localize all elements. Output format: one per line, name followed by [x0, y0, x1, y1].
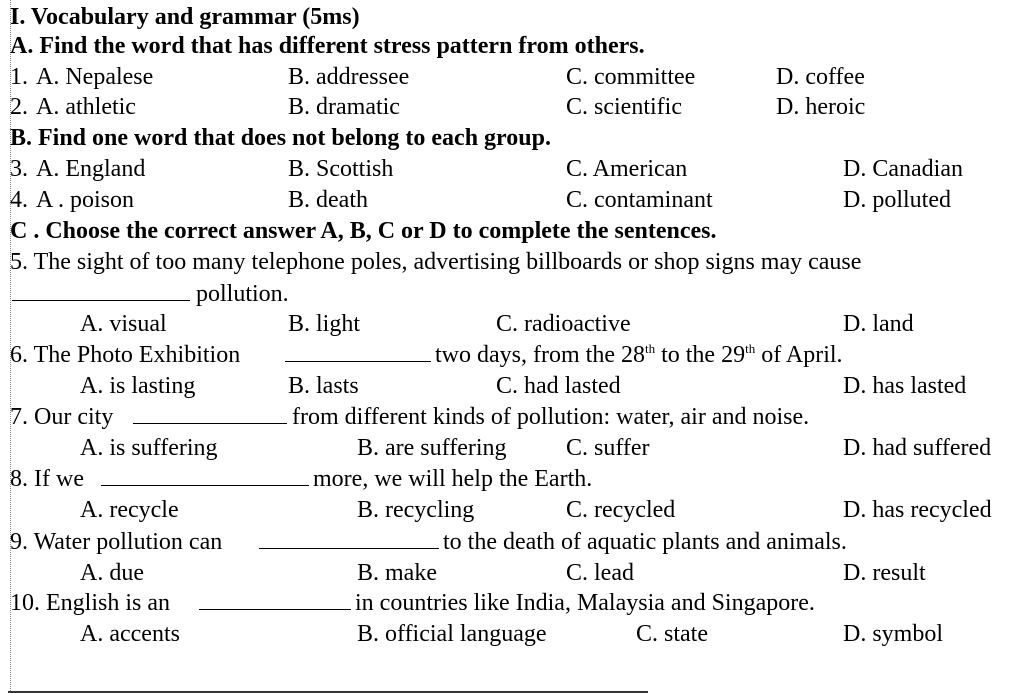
option-a: A. visual — [80, 311, 167, 337]
part-b-heading-row — [0, 123, 1024, 153]
question-5-text: 5. The sight of too many telephone poles, advertising billboards or shop signs may cause — [10, 249, 862, 275]
section-title: I. Vocabulary and grammar (5ms) — [10, 4, 360, 30]
question-10-stem: 10. English is an — [10, 590, 170, 616]
option-c: C. lead — [566, 560, 634, 586]
part-b-heading: B. Find one word that does not belong to each group. — [10, 125, 551, 151]
option-c: C. radioactive — [496, 311, 631, 337]
question-number: 4. — [10, 187, 28, 213]
answer-blank[interactable] — [285, 340, 431, 362]
option-c: C. had lasted — [496, 373, 621, 399]
question-4 — [0, 185, 1024, 215]
question-6-text-3: of April. — [755, 342, 843, 368]
option-c: C. scientific — [566, 94, 682, 120]
option-d: D. had suffered — [843, 435, 992, 461]
question-5-line-1 — [0, 247, 1024, 277]
part-a-heading: A. Find the word that has different stress pattern from others. — [10, 33, 645, 59]
question-7-stem: 7. Our city — [10, 404, 114, 430]
question-9-rest: to the death of aquatic plants and animals. — [443, 529, 847, 555]
option-b: B. official language — [357, 621, 547, 647]
option-b: B. lasts — [288, 373, 359, 399]
option-c: C. committee — [566, 64, 696, 90]
option-d: D. symbol — [843, 621, 944, 647]
option-b: B. are suffering — [357, 435, 507, 461]
question-2 — [0, 92, 1024, 122]
question-7-rest: from different kinds of pollution: water, air and noise. — [292, 404, 810, 430]
question-10-options — [0, 619, 1024, 649]
question-3 — [0, 154, 1024, 184]
question-5-text-end: pollution. — [196, 281, 289, 307]
option-b: B. recycling — [357, 497, 475, 523]
question-8-stem: 8. If we — [10, 466, 84, 492]
part-c-heading-row — [0, 216, 1024, 246]
question-10-rest: in countries like India, Malaysia and Singapore. — [355, 590, 815, 616]
option-d: D. polluted — [843, 187, 951, 213]
ordinal-suffix: th — [644, 341, 656, 356]
option-c: C. suffer — [566, 435, 650, 461]
option-b: B. make — [357, 560, 437, 586]
option-a: A. recycle — [80, 497, 179, 523]
question-5-line-2 — [0, 279, 1024, 309]
question-9-options — [0, 558, 1024, 588]
question-7 — [0, 402, 1024, 432]
option-d: D. has recycled — [843, 497, 992, 523]
option-b: B. dramatic — [288, 94, 400, 120]
option-d: D. result — [843, 560, 926, 586]
option-a: A . poison — [36, 187, 135, 213]
answer-blank[interactable] — [259, 527, 439, 549]
option-a: A. Nepalese — [36, 64, 154, 90]
option-d: D. has lasted — [843, 373, 967, 399]
option-b: B. death — [288, 187, 368, 213]
option-c: C. contaminant — [566, 187, 713, 213]
option-d: D. land — [843, 311, 914, 337]
question-10 — [0, 588, 1024, 618]
question-9 — [0, 527, 1024, 557]
option-d: D. coffee — [776, 64, 865, 90]
question-6-options — [0, 371, 1024, 401]
question-6-text-1: two days, from the 28 — [435, 342, 645, 368]
section-title-row — [0, 2, 1024, 32]
question-number: 1. — [10, 64, 28, 90]
question-8-options — [0, 495, 1024, 525]
answer-blank[interactable] — [133, 402, 287, 424]
option-a: A. due — [80, 560, 144, 586]
answer-blank[interactable] — [101, 464, 309, 486]
option-a: A. is lasting — [80, 373, 196, 399]
option-c: C. American — [566, 156, 688, 182]
question-number: 3. — [10, 156, 28, 182]
question-7-options — [0, 433, 1024, 463]
answer-blank[interactable] — [12, 279, 190, 301]
option-b: B. addressee — [288, 64, 410, 90]
ordinal-suffix: th — [745, 341, 756, 356]
question-5-options — [0, 309, 1024, 339]
part-c-heading: C . Choose the correct answer A, B, C or D to complete the sentences. — [10, 218, 717, 244]
option-a: A. athletic — [36, 94, 136, 120]
option-c: C. recycled — [566, 497, 676, 523]
question-number: 2. — [10, 94, 28, 120]
option-b: B. light — [288, 311, 361, 337]
question-6-text-2: to the 29 — [655, 342, 746, 368]
question-6 — [0, 340, 1024, 370]
question-8 — [0, 464, 1024, 494]
option-c: C. state — [636, 621, 708, 647]
option-b: B. Scottish — [288, 156, 394, 182]
option-d: D. Canadian — [843, 156, 963, 182]
question-9-stem: 9. Water pollution can — [10, 529, 223, 555]
option-d: D. heroic — [776, 94, 866, 120]
part-a-heading-row — [0, 31, 1024, 61]
option-a: A. England — [36, 156, 146, 182]
answer-blank[interactable] — [199, 588, 351, 610]
cut-off-next-heading — [8, 683, 708, 693]
option-a: A. accents — [80, 621, 180, 647]
option-a: A. is suffering — [80, 435, 218, 461]
question-8-rest: more, we will help the Earth. — [313, 466, 593, 492]
question-6-stem: 6. The Photo Exhibition — [10, 342, 241, 368]
question-6-rest — [435, 340, 843, 370]
question-1 — [0, 62, 1024, 92]
